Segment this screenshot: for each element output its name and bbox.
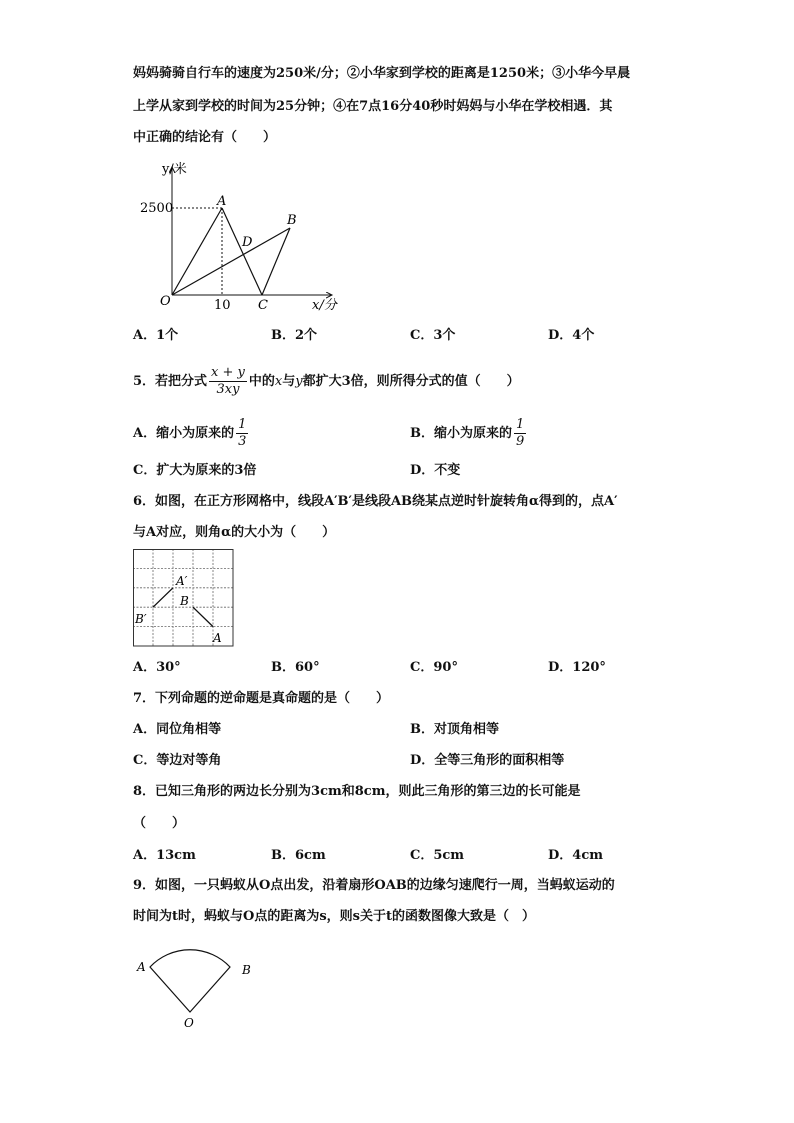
q4-text-line2: 上学从家到学校的时间为25分钟；④在7点16分40秒时妈妈与小华在学校相遇．其 [133, 99, 613, 114]
q5-fraction: $\frac{x + y}{3xy}$ [211, 365, 245, 397]
q7-stem: 7．下列命题的逆命题是真命题的是（ ） [133, 691, 390, 706]
q4-point-D: D [242, 235, 253, 250]
q9-sector-figure [130, 935, 265, 1030]
q7-option-b[interactable]: B．对顶角相等 [410, 722, 499, 737]
q6-label-B-prime: B′ [135, 612, 147, 626]
q4-text-line1: 妈妈骑骑自行车的速度为250米/分；②小华家到学校的距离是1250米；③小华今早晨 [133, 66, 631, 81]
q9-sector-OAB [150, 950, 230, 1012]
q4-x-tick-10: 10 [214, 298, 231, 313]
q7-option-a[interactable]: A．同位角相等 [133, 722, 222, 737]
q6-option-b[interactable]: B．60° [271, 660, 320, 675]
q4-option-d[interactable]: D．4个 [548, 328, 595, 343]
q5-option-b[interactable]: B．缩小为原来的 $\frac{1}{9}$ [410, 417, 525, 449]
q5-stem: 5．若把分式 $\frac{x + y}{3xy}$ 中的x与y都扩大3倍，则所得分式的值（ ） [133, 365, 520, 397]
q6-label-B: B [180, 594, 189, 608]
q9-label-O: O [184, 1016, 194, 1030]
q8-text-line1: 8．已知三角形的两边长分别为3cm和8cm，则此三角形的第三边的长可能是 [133, 784, 581, 799]
q4-y-tick-2500: 2500 [140, 201, 174, 216]
q4-point-C: C [258, 298, 268, 313]
q6-option-a[interactable]: A．30° [133, 660, 181, 675]
q5-option-c[interactable]: C．扩大为原来的3倍 [133, 463, 257, 478]
q7-option-c[interactable]: C．等边对等角 [133, 753, 222, 768]
q4-point-B: B [287, 213, 297, 228]
q9-label-B: B [242, 963, 251, 977]
q4-segment-OB [172, 228, 290, 295]
q4-option-b[interactable]: B．2个 [271, 328, 318, 343]
q4-text-line3: 中正确的结论有（ ） [133, 130, 277, 145]
q4-point-O: O [160, 294, 171, 309]
q8-option-c[interactable]: C．5cm [410, 848, 465, 863]
q6-text-line2: 与A对应，则角α的大小为（ ） [133, 525, 336, 540]
q4-option-a[interactable]: A．1个 [133, 328, 179, 343]
q4-distance-time-graph [140, 155, 350, 315]
q9-text-line2: 时间为t时，蚂蚁与O点的距离为s，则s关于t的函数图像大致是（ ） [133, 909, 535, 924]
q8-option-b[interactable]: B．6cm [271, 848, 326, 863]
q4-segment-OA [172, 208, 222, 295]
q4-x-axis-label: x/分 [312, 298, 337, 313]
q4-y-axis-label: y/米 [162, 162, 187, 177]
q6-option-c[interactable]: C．90° [410, 660, 458, 675]
q6-label-A-prime: A′ [176, 574, 188, 588]
q6-segment-A-prime-B-prime [153, 588, 173, 607]
q4-option-c[interactable]: C．3个 [410, 328, 456, 343]
q6-segment-AB [193, 607, 213, 626]
q4-segment-BC [262, 228, 290, 295]
q6-grid-figure [133, 549, 235, 647]
q8-text-line2: （ ） [133, 816, 186, 831]
q6-text-line1: 6．如图，在正方形网格中，线段A′B′是线段AB绕某点逆时针旋转角α得到的，点A′ [133, 494, 618, 509]
q9-text-line1: 9．如图，一只蚂蚁从O点出发，沿着扇形OAB的边缘匀速爬行一周，当蚂蚁运动的 [133, 878, 615, 893]
q8-option-d[interactable]: D．4cm [548, 848, 603, 863]
q4-point-A: A [217, 194, 227, 209]
q5-option-a[interactable]: A．缩小为原来的 $\frac{1}{3}$ [133, 417, 247, 449]
q7-option-d[interactable]: D．全等三角形的面积相等 [410, 753, 565, 768]
q4-segment-AC [222, 208, 262, 295]
q5-option-d[interactable]: D．不变 [410, 463, 461, 478]
q6-option-d[interactable]: D．120° [548, 660, 606, 675]
q8-option-a[interactable]: A．13cm [133, 848, 196, 863]
q9-label-A: A [137, 960, 146, 974]
q6-label-A: A [213, 631, 222, 645]
